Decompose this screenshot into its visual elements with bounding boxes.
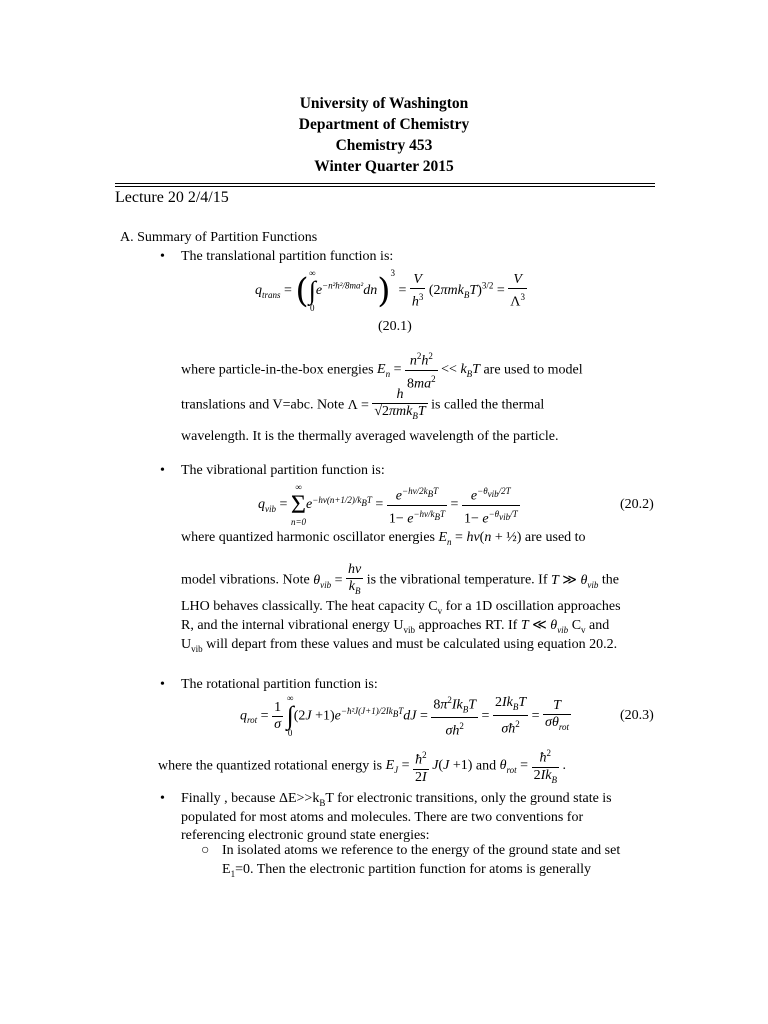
trans-equation: $q_{trans}$ = (∞ ∫ $0e^{-n^2h^2/8ma^2}dn)^3$ = $\frac{V}{h^3}$ $(2\pi mk_BT)^{3/2}$ = $\frac{V}{\Lambda^3}$	[255, 268, 525, 313]
vib-intro: The vibrational partition function is:	[181, 463, 385, 478]
bullet-icon: •	[160, 249, 165, 264]
trans-where-line3: wavelength. It is the thermally averaged wavelength of the particle.	[181, 429, 559, 444]
header-course: Chemistry 453	[335, 137, 433, 154]
header-rule-bottom	[115, 186, 655, 187]
header-quarter: Winter Quarter 2015	[314, 158, 454, 175]
bullet-icon: •	[160, 677, 165, 692]
header-university: University of Washington	[299, 95, 469, 112]
rot-eq-label: (20.3)	[620, 708, 654, 723]
lecture-title: Lecture 20 2/4/15	[115, 189, 229, 206]
vib-where-line2: model vibrations. Note $\theta_{vib}$ = $\frac{h\nu}{k_B}$ is the vibrational temperature. If T ≫ $\theta_{vib}$ the	[181, 562, 619, 596]
trans-where-line1: where particle-in-the-box energies $E_n$ = $\frac{n^2h^2}{8ma^2}$ << $k_BT$ are used to model	[181, 348, 583, 392]
elec-line2: populated for most atoms and molecules. There are two conventions for	[181, 810, 584, 825]
vib-eq-label: (20.2)	[620, 497, 654, 512]
elec-sub-line2: $E_1=0$. Then the electronic partition function for atoms is generally	[222, 862, 592, 879]
circle-bullet-icon: ○	[201, 843, 210, 858]
vib-equation: $q_{vib}$ = ∞ Σ $n=0e^{-h\nu(n+1/2)/k_BT}$ = $\frac{e^{-h\nu/2k_BT}}{1- e^{-h\nu/k_BT}}$ = $\frac{e^{-\theta_{vib}/2T}}{1- e^{-\theta_{vib}/T}}$	[258, 482, 518, 527]
rot-where-line: where the quantized rotational energy is $E_J$ = $\frac{ħ^2}{2I}$ J(J +1) and $\theta_{rot}$ = $\frac{ħ^2}{2Ik_B}$ .	[158, 745, 566, 787]
rot-equation: $q_{rot}$ = $\frac{1}{\sigma}$ ∞ ∫ $0(2J +1)e^{-ħ^2J(J+1)/2Ik_BT}dJ$ = $\frac{8\pi^2Ik_BT}{\sigma h^2}$ = $\frac{2Ik_BT}{\sigma ħ^2}$ = $\frac{T}{\sigma\theta_{rot}}$	[240, 693, 569, 740]
trans-where-line2: translations and V=abc. Note Λ = $\frac{h}{√2\pi mk_BT}$ is called the thermal	[181, 387, 545, 421]
bullet-icon: •	[160, 791, 165, 806]
elec-line1: Finally , because $\Delta E>>k_BT$ for electronic transitions, only the ground state is	[181, 791, 612, 808]
vib-line3: LHO behaves classically. The heat capacity $C_v$ for a 1D oscillation approaches	[181, 599, 621, 616]
trans-eq-label: (20.1)	[378, 319, 412, 334]
vib-line4: R, and the internal vibrational energy $U_{vib}$ approaches RT. If T ≪ $\theta_{vib}$ $C_v$ and	[181, 618, 610, 635]
header-rule-top	[115, 183, 655, 184]
rot-intro: The rotational partition function is:	[181, 677, 378, 692]
elec-sub-line1: In isolated atoms we reference to the energy of the ground state and set	[222, 843, 621, 858]
section-a-heading: A. Summary of Partition Functions	[120, 230, 318, 245]
header-department: Department of Chemistry	[298, 116, 470, 133]
bullet-icon: •	[160, 463, 165, 478]
vib-line5: $U_{vib}$ will depart from these values and must be calculated using equation 20.2.	[181, 637, 618, 654]
elec-line3: referencing electronic ground state energies:	[181, 828, 430, 843]
vib-where-line1: where quantized harmonic oscillator energies $E_n = h\nu(n$ + ½) are used to	[181, 530, 586, 547]
trans-intro: The translational partition function is:	[181, 249, 394, 264]
